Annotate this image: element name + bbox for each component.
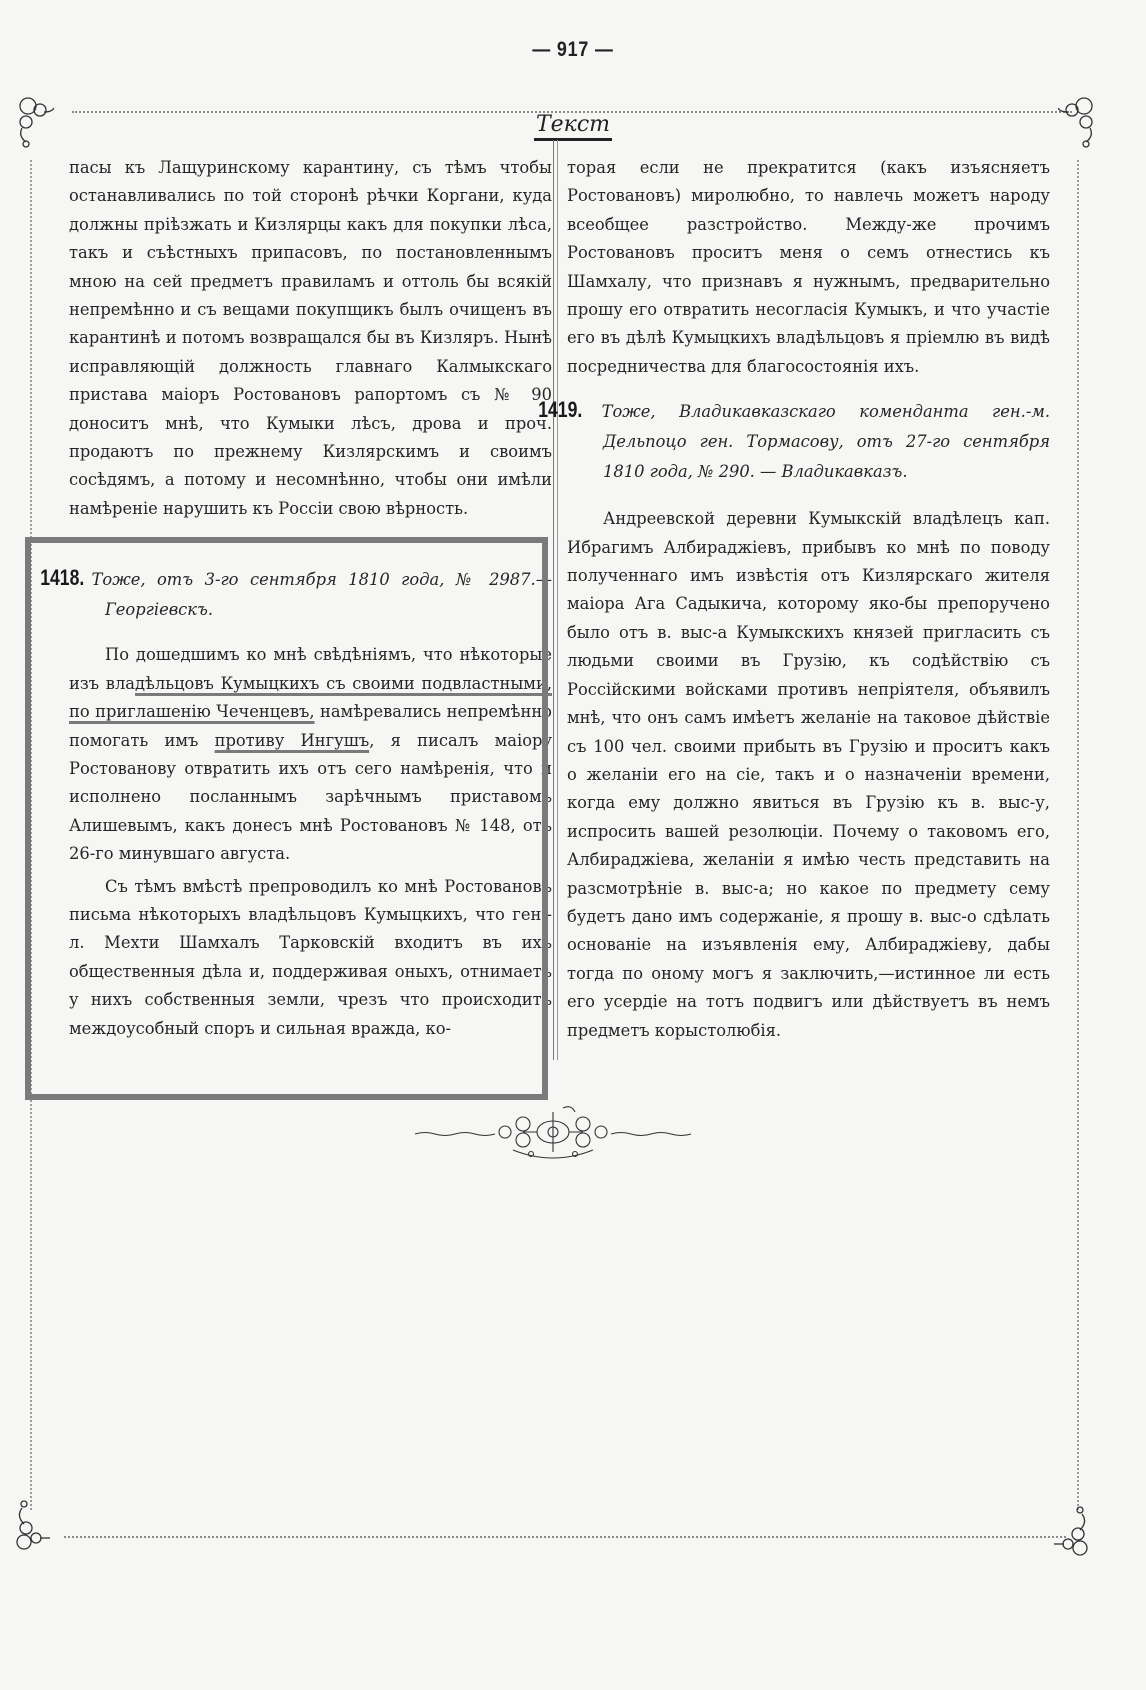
document-1419-paragraph-1: Андреевской деревни Кумыкскiй владѣлецъ кап. Ибрагимъ Албираджiевъ, прибывъ ко мнѣ по поводу полученнаго имъ извѣстiя отъ Кизлярскаго жителя маiора Ага Садыкича, которому яко-бы препоручено было отъ в. выс-а Кумыкскихъ князей пригласить съ людьми своими въ Грузiю, къ содѣйствiю съ Россiйскими войсками противъ непрiятеля, объявилъ мнѣ, что онъ самъ имѣетъ желанiе на таковое дѣйствiе съ 100 чел. своими прибыть въ Грузiю и проситъ какъ о желанiи его на сiе, такъ и о назначенiи времени, когда ему должно явиться въ Грузiю къ в. выс-у, испросить вашей резолюцiи. Почему о таковомъ его, Албираджiева, желанiи я имѣю честь представить на разсмотрѣнiе в. выс-а; но какое по предмету сему будетъ дано имъ содержанiе, я прошу в. выс-о сдѣлать основанiе на изъявленiя ему, Албираджiеву, дабы тогда по оному могъ я заключить,—истинное ли есть его усердiе на тотъ подвигъ или дѣйствуетъ въ немъ предметъ корыстолюбiя. <box>567 509 1050 1040</box>
text-run: , я писалъ маiору Ростованову отвратить ихъ отъ сего намѣренiя, что и исполнено посланнымъ зарѣчнымъ приставомъ Алишевымъ, какъ донесъ мнѣ Ростовановъ № 148, отъ 26-го минувшаго августа. <box>69 730 553 864</box>
ornament-divider-icon <box>413 1102 693 1162</box>
left-continuation-paragraph: пасы къ Лащуринскому карантину, съ тѣмъ чтобы останавливались по той сторонѣ рѣчки Коргани, куда должны прiѣзжать и Кизлярцы какъ для покупки лѣса, такъ и съѣстныхъ припасовъ, по постановленнымъ мною на сей предметъ правиламъ и оттоль бы всякiй непремѣнно и съ вещами покупщикъ былъ очищенъ въ карантинѣ и потомъ возвращался бы въ Кизляръ. Нынѣ исправляющiй должность главнаго Калмыкскаго пристава маiоръ Ростовановъ рапортомъ съ № 90 доноситъ мнѣ, что Кумыки лѣсъ, дрова и проч. продаютъ по прежнему Кизлярскимъ и своимъ сосѣдямъ, а потому и несомнѣнно, чтобы они имѣли намѣренiе нарушить къ Россiи свою вѣрность. <box>69 158 552 518</box>
frame-right-border <box>1077 160 1079 1510</box>
document-1418-paragraph-2: Съ тѣмъ вмѣстѣ препроводилъ ко мнѣ Ростовановъ письма нѣкоторыхъ владѣльцовъ Кумыцкихъ, что ген.-л. Мехти Шамхалъ Тарковскiй входитъ въ ихъ общественныя дѣла и, поддерживая оныхъ, отнимаетъ у нихъ собственныя земли, чрезъ что происходитъ междоусобный споръ и сильная вражда, ко- <box>69 876 552 1038</box>
document-1418-meta: Тоже, отъ 3-го сентября 1810 года, № 2987.— Георгiевскъ. <box>91 570 552 620</box>
document-1419-meta: Тоже, Владикавказскаго коменданта ген.-м. Дельпоцо ген. Тормасову, отъ 27-го сентября 1810 года, № 290. — Владикавказъ. <box>601 402 1050 482</box>
document-1418-number: 1418. <box>40 565 85 591</box>
right-column <box>538 154 1050 1045</box>
corner-ornament-icon <box>10 1496 50 1556</box>
right-continuation-paragraph: торая если не прекратится (какъ изъясняетъ Ростовановъ) миролюбно, то навлечь можетъ народу всеобщее разстройство. Между-же прочимъ Ростовановъ проситъ меня о семъ отнестись къ Шамхалу, что признавъ я нужнымъ, предварительно прошу его отвратить несогласiя Кумыкъ, и что участiе его въ дѣлѣ Кумыцкихъ владѣльцовъ я прiемлю въ видѣ посредничества для благосостоянiя ихъ. <box>567 158 1050 376</box>
underlined-passage: противу Ингушъ <box>214 730 370 750</box>
text-run: намѣревались непремѣнно помогать имъ <box>69 702 552 750</box>
underlined-passage: дѣльцовъ Кумыцкихъ съ своими подвластными, по приглашенiю Чеченцевъ, <box>69 673 552 722</box>
column-divider <box>553 140 558 1060</box>
document-1419-number: 1419. <box>538 397 583 423</box>
corner-ornament-icon <box>1054 1502 1094 1562</box>
document-1419-heading <box>538 395 1050 487</box>
section-title-text: Текст <box>534 112 612 141</box>
section-title <box>0 112 1146 137</box>
page-number: — 917 — <box>532 38 614 61</box>
highlight-box <box>25 537 548 1100</box>
frame-bottom-border <box>64 1536 1066 1538</box>
text-run: По дошедшимъ ко мнѣ свѣдѣнiямъ, что нѣкоторые изъ вла <box>69 645 552 693</box>
